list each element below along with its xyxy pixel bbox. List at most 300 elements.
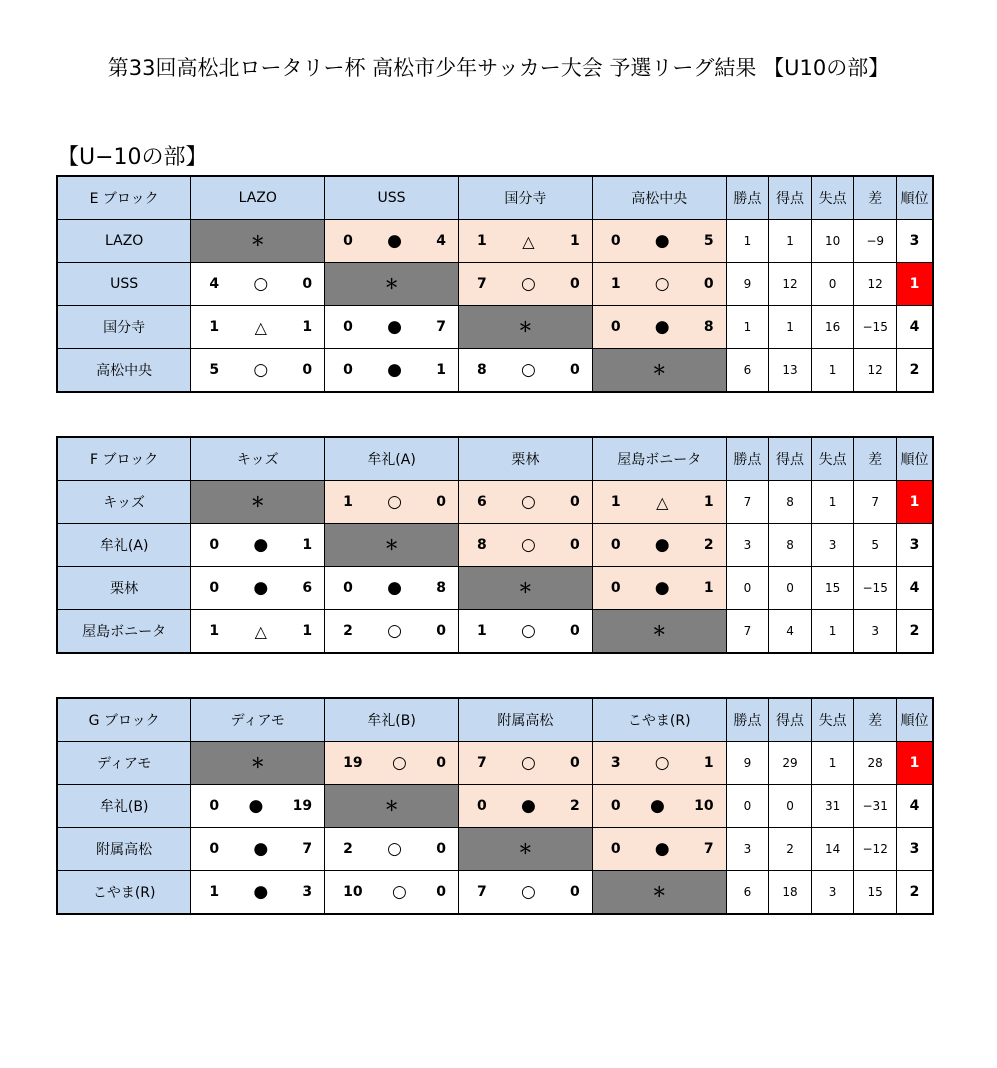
self-match-cell: ＊ bbox=[191, 742, 325, 785]
points: 6 bbox=[726, 871, 769, 915]
goals-against: 0 bbox=[570, 494, 580, 510]
team-name: キッズ bbox=[57, 481, 191, 524]
match-result bbox=[191, 871, 325, 915]
score bbox=[593, 535, 726, 555]
team-name: ディアモ bbox=[57, 742, 191, 785]
match-result bbox=[458, 349, 592, 393]
score bbox=[459, 621, 592, 641]
goals-against: 7 bbox=[302, 841, 313, 857]
goals-for: 1 bbox=[610, 494, 621, 510]
team-row bbox=[57, 524, 933, 567]
match-result bbox=[592, 828, 726, 871]
win-icon: ○ bbox=[387, 492, 402, 512]
goal-difference: −31 bbox=[854, 785, 897, 828]
match-result bbox=[325, 567, 459, 610]
stat-header: 得点 bbox=[769, 176, 812, 220]
rank: 1 bbox=[896, 481, 933, 524]
self-match-cell: ＊ bbox=[592, 610, 726, 654]
points: 0 bbox=[726, 567, 769, 610]
goals-scored: 0 bbox=[769, 785, 812, 828]
goals-scored: 8 bbox=[769, 481, 812, 524]
score bbox=[325, 360, 458, 380]
goal-difference: 12 bbox=[854, 263, 897, 306]
goals-against: 0 bbox=[570, 276, 580, 292]
goals-for: 0 bbox=[476, 798, 487, 814]
block-label: G ブロック bbox=[57, 698, 191, 742]
stat-header: 勝点 bbox=[726, 176, 769, 220]
points: 7 bbox=[726, 481, 769, 524]
goals-against: 2 bbox=[570, 798, 580, 814]
goals-against: 1 bbox=[703, 580, 714, 596]
score bbox=[191, 882, 324, 902]
rank: 1 bbox=[896, 742, 933, 785]
team-name: 国分寺 bbox=[57, 306, 191, 349]
opponent-header: ディアモ bbox=[191, 698, 325, 742]
score bbox=[191, 578, 324, 598]
match-result bbox=[458, 871, 592, 915]
goals-against: 0 bbox=[436, 755, 446, 771]
header-row bbox=[57, 437, 933, 481]
goals-for: 0 bbox=[610, 580, 621, 596]
match-result bbox=[191, 306, 325, 349]
rank: 4 bbox=[896, 306, 933, 349]
match-result bbox=[592, 524, 726, 567]
goal-difference: 7 bbox=[854, 481, 897, 524]
win-icon: ○ bbox=[520, 360, 536, 380]
score bbox=[325, 839, 458, 859]
goals-for: 0 bbox=[343, 362, 353, 378]
goals-against: 1 bbox=[302, 537, 313, 553]
loss-icon: ● bbox=[253, 535, 269, 555]
team-row bbox=[57, 785, 933, 828]
goals-conceded: 1 bbox=[811, 481, 854, 524]
rank: 2 bbox=[896, 871, 933, 915]
match-result bbox=[592, 306, 726, 349]
match-result bbox=[458, 742, 592, 785]
score bbox=[191, 796, 324, 816]
stat-header: 得点 bbox=[769, 698, 812, 742]
score bbox=[459, 274, 592, 294]
match-result bbox=[458, 610, 592, 654]
match-result bbox=[191, 610, 325, 654]
section-heading: 【U−10の部】 bbox=[57, 145, 208, 170]
goals-conceded: 3 bbox=[811, 871, 854, 915]
goal-difference: 15 bbox=[854, 871, 897, 915]
goals-against: 7 bbox=[436, 319, 446, 335]
header-row bbox=[57, 176, 933, 220]
goals-for: 0 bbox=[610, 319, 621, 335]
match-result bbox=[325, 742, 459, 785]
goals-scored: 2 bbox=[769, 828, 812, 871]
block-label: F ブロック bbox=[57, 437, 191, 481]
score bbox=[593, 578, 726, 598]
goal-difference: 28 bbox=[854, 742, 897, 785]
draw-icon: △ bbox=[254, 621, 267, 641]
goals-for: 0 bbox=[343, 580, 353, 596]
score bbox=[191, 318, 324, 337]
goals-for: 0 bbox=[209, 537, 220, 553]
loss-icon: ● bbox=[387, 578, 402, 598]
team-row bbox=[57, 263, 933, 306]
league-table bbox=[56, 175, 934, 393]
goals-against: 6 bbox=[302, 580, 313, 596]
score bbox=[191, 274, 324, 294]
points: 3 bbox=[726, 524, 769, 567]
points: 3 bbox=[726, 828, 769, 871]
match-result bbox=[458, 263, 592, 306]
self-match-cell: ＊ bbox=[592, 871, 726, 915]
goal-difference: 12 bbox=[854, 349, 897, 393]
goals-for: 7 bbox=[476, 755, 487, 771]
loss-icon: ● bbox=[253, 578, 269, 598]
score bbox=[459, 492, 592, 512]
goals-for: 0 bbox=[610, 841, 621, 857]
loss-icon: ● bbox=[654, 535, 670, 555]
rank: 4 bbox=[896, 785, 933, 828]
page-title: 第33回高松北ロータリー杯 高松市少年サッカー大会 予選リーグ結果 【U10の部】 bbox=[107, 56, 890, 80]
match-result bbox=[191, 263, 325, 306]
match-result bbox=[325, 828, 459, 871]
loss-icon: ● bbox=[654, 578, 670, 598]
match-result bbox=[592, 785, 726, 828]
team-name: 牟礼(A) bbox=[57, 524, 191, 567]
goals-for: 1 bbox=[343, 494, 353, 510]
team-row bbox=[57, 481, 933, 524]
score bbox=[459, 360, 592, 380]
loss-icon: ● bbox=[253, 839, 269, 859]
match-result bbox=[592, 567, 726, 610]
stat-header: 得点 bbox=[769, 437, 812, 481]
team-name: 屋島ボニータ bbox=[57, 610, 191, 654]
score bbox=[459, 232, 592, 251]
match-result bbox=[592, 481, 726, 524]
team-row bbox=[57, 567, 933, 610]
score bbox=[593, 839, 726, 859]
goals-for: 0 bbox=[209, 798, 220, 814]
goals-against: 0 bbox=[703, 276, 714, 292]
goals-against: 8 bbox=[703, 319, 714, 335]
goals-for: 8 bbox=[476, 362, 487, 378]
goals-conceded: 1 bbox=[811, 742, 854, 785]
team-row bbox=[57, 610, 933, 654]
team-name: こやま(R) bbox=[57, 871, 191, 915]
goals-conceded: 1 bbox=[811, 349, 854, 393]
goals-scored: 12 bbox=[769, 263, 812, 306]
goals-against: 0 bbox=[302, 276, 313, 292]
goals-scored: 29 bbox=[769, 742, 812, 785]
goals-scored: 13 bbox=[769, 349, 812, 393]
self-match-cell: ＊ bbox=[458, 567, 592, 610]
score bbox=[191, 360, 324, 380]
match-result bbox=[191, 524, 325, 567]
match-result bbox=[325, 349, 459, 393]
stat-header: 順位 bbox=[896, 176, 933, 220]
self-match-cell: ＊ bbox=[325, 263, 459, 306]
rank: 1 bbox=[896, 263, 933, 306]
self-match-cell: ＊ bbox=[325, 524, 459, 567]
score bbox=[325, 578, 458, 598]
match-result bbox=[458, 524, 592, 567]
points: 1 bbox=[726, 306, 769, 349]
goals-against: 0 bbox=[570, 755, 580, 771]
match-result bbox=[191, 567, 325, 610]
goals-for: 1 bbox=[209, 884, 220, 900]
score bbox=[593, 493, 726, 512]
goals-for: 7 bbox=[476, 276, 487, 292]
goals-for: 8 bbox=[476, 537, 487, 553]
goals-for: 7 bbox=[476, 884, 487, 900]
block-label: E ブロック bbox=[57, 176, 191, 220]
loss-icon: ● bbox=[248, 796, 264, 816]
score bbox=[459, 882, 592, 902]
team-name: 牟礼(B) bbox=[57, 785, 191, 828]
stat-header: 勝点 bbox=[726, 698, 769, 742]
goals-conceded: 3 bbox=[811, 524, 854, 567]
score bbox=[325, 492, 458, 512]
points: 7 bbox=[726, 610, 769, 654]
score bbox=[593, 796, 726, 816]
win-icon: ○ bbox=[520, 753, 536, 773]
team-row bbox=[57, 306, 933, 349]
draw-icon: △ bbox=[254, 317, 267, 337]
goals-for: 2 bbox=[343, 841, 353, 857]
stat-header: 順位 bbox=[896, 437, 933, 481]
points: 1 bbox=[726, 220, 769, 263]
score bbox=[593, 753, 726, 773]
stat-header: 差 bbox=[854, 176, 897, 220]
goals-for: 1 bbox=[209, 319, 220, 335]
team-row bbox=[57, 220, 933, 263]
opponent-header: LAZO bbox=[191, 176, 325, 220]
match-result bbox=[458, 220, 592, 263]
draw-icon: △ bbox=[522, 231, 535, 251]
goals-for: 1 bbox=[476, 233, 487, 249]
goals-conceded: 16 bbox=[811, 306, 854, 349]
score bbox=[191, 535, 324, 555]
score bbox=[191, 622, 324, 641]
team-row bbox=[57, 871, 933, 915]
goals-against: 4 bbox=[436, 233, 446, 249]
match-result bbox=[592, 220, 726, 263]
team-row bbox=[57, 349, 933, 393]
team-row bbox=[57, 828, 933, 871]
match-result bbox=[592, 263, 726, 306]
opponent-header: 牟礼(B) bbox=[325, 698, 459, 742]
match-result bbox=[191, 828, 325, 871]
opponent-header: USS bbox=[325, 176, 459, 220]
goals-against: 1 bbox=[302, 319, 313, 335]
win-icon: ○ bbox=[520, 274, 536, 294]
goals-against: 1 bbox=[436, 362, 446, 378]
loss-icon: ● bbox=[654, 231, 670, 251]
match-result bbox=[458, 481, 592, 524]
goal-difference: 3 bbox=[854, 610, 897, 654]
self-match-cell: ＊ bbox=[458, 306, 592, 349]
win-icon: ○ bbox=[520, 882, 536, 902]
stat-header: 差 bbox=[854, 698, 897, 742]
points: 0 bbox=[726, 785, 769, 828]
header-row bbox=[57, 698, 933, 742]
score bbox=[325, 231, 458, 251]
goals-against: 0 bbox=[436, 884, 446, 900]
opponent-header: 栗林 bbox=[458, 437, 592, 481]
match-result bbox=[325, 481, 459, 524]
match-result bbox=[592, 742, 726, 785]
goals-against: 0 bbox=[302, 362, 313, 378]
stat-header: 順位 bbox=[896, 698, 933, 742]
loss-icon: ● bbox=[654, 317, 670, 337]
goals-for: 1 bbox=[209, 623, 220, 639]
goals-for: 0 bbox=[610, 798, 621, 814]
goal-difference: 5 bbox=[854, 524, 897, 567]
loss-icon: ● bbox=[387, 317, 402, 337]
goals-scored: 8 bbox=[769, 524, 812, 567]
win-icon: ○ bbox=[520, 535, 536, 555]
team-name: 附属高松 bbox=[57, 828, 191, 871]
team-name: USS bbox=[57, 263, 191, 306]
goals-for: 3 bbox=[610, 755, 621, 771]
goals-conceded: 14 bbox=[811, 828, 854, 871]
goal-difference: −15 bbox=[854, 306, 897, 349]
goals-for: 4 bbox=[209, 276, 220, 292]
win-icon: ○ bbox=[654, 753, 670, 773]
goals-against: 3 bbox=[302, 884, 313, 900]
rank: 3 bbox=[896, 524, 933, 567]
match-result bbox=[191, 349, 325, 393]
loss-icon: ● bbox=[654, 839, 670, 859]
league-table bbox=[56, 436, 934, 654]
goals-for: 6 bbox=[476, 494, 487, 510]
goals-for: 10 bbox=[343, 884, 363, 900]
match-result bbox=[325, 306, 459, 349]
goals-scored: 0 bbox=[769, 567, 812, 610]
match-result bbox=[458, 785, 592, 828]
goals-scored: 18 bbox=[769, 871, 812, 915]
score bbox=[593, 274, 726, 294]
loss-icon: ● bbox=[649, 796, 665, 816]
stat-header: 差 bbox=[854, 437, 897, 481]
rank: 4 bbox=[896, 567, 933, 610]
win-icon: ○ bbox=[387, 839, 402, 859]
loss-icon: ● bbox=[253, 882, 269, 902]
rank: 2 bbox=[896, 610, 933, 654]
rank: 3 bbox=[896, 220, 933, 263]
goals-conceded: 15 bbox=[811, 567, 854, 610]
self-match-cell: ＊ bbox=[191, 481, 325, 524]
win-icon: ○ bbox=[253, 274, 269, 294]
goals-against: 5 bbox=[703, 233, 714, 249]
goals-against: 1 bbox=[570, 233, 580, 249]
win-icon: ○ bbox=[392, 882, 407, 902]
win-icon: ○ bbox=[253, 360, 269, 380]
stat-header: 失点 bbox=[811, 698, 854, 742]
win-icon: ○ bbox=[520, 621, 536, 641]
goals-for: 0 bbox=[209, 841, 220, 857]
goals-for: 2 bbox=[343, 623, 353, 639]
goals-against: 1 bbox=[703, 755, 714, 771]
league-table bbox=[56, 697, 934, 915]
goals-against: 1 bbox=[302, 623, 313, 639]
goal-difference: −15 bbox=[854, 567, 897, 610]
points: 9 bbox=[726, 263, 769, 306]
team-row bbox=[57, 742, 933, 785]
goals-scored: 1 bbox=[769, 306, 812, 349]
win-icon: ○ bbox=[387, 621, 402, 641]
goal-difference: −12 bbox=[854, 828, 897, 871]
score bbox=[459, 796, 592, 816]
score bbox=[459, 753, 592, 773]
score bbox=[325, 882, 458, 902]
goals-for: 1 bbox=[610, 276, 621, 292]
goals-scored: 1 bbox=[769, 220, 812, 263]
goals-against: 10 bbox=[694, 798, 714, 814]
score bbox=[191, 839, 324, 859]
goals-against: 2 bbox=[703, 537, 714, 553]
goals-for: 0 bbox=[343, 319, 353, 335]
opponent-header: こやま(R) bbox=[592, 698, 726, 742]
match-result bbox=[325, 220, 459, 263]
goals-against: 0 bbox=[436, 841, 446, 857]
score bbox=[593, 231, 726, 251]
goals-for: 0 bbox=[209, 580, 220, 596]
stat-header: 勝点 bbox=[726, 437, 769, 481]
goals-against: 0 bbox=[570, 537, 580, 553]
goals-conceded: 0 bbox=[811, 263, 854, 306]
goals-scored: 4 bbox=[769, 610, 812, 654]
goals-for: 5 bbox=[209, 362, 220, 378]
goals-against: 19 bbox=[292, 798, 313, 814]
match-result bbox=[191, 785, 325, 828]
opponent-header: 屋島ボニータ bbox=[592, 437, 726, 481]
goals-for: 19 bbox=[343, 755, 363, 771]
goals-against: 0 bbox=[436, 494, 446, 510]
score bbox=[325, 621, 458, 641]
goals-conceded: 1 bbox=[811, 610, 854, 654]
goals-against: 0 bbox=[570, 884, 580, 900]
goals-for: 0 bbox=[610, 537, 621, 553]
team-name: 高松中央 bbox=[57, 349, 191, 393]
goals-for: 1 bbox=[476, 623, 487, 639]
points: 9 bbox=[726, 742, 769, 785]
goals-against: 1 bbox=[703, 494, 714, 510]
opponent-header: 国分寺 bbox=[458, 176, 592, 220]
loss-icon: ● bbox=[387, 360, 402, 380]
goals-against: 0 bbox=[570, 623, 580, 639]
goal-difference: −9 bbox=[854, 220, 897, 263]
rank: 2 bbox=[896, 349, 933, 393]
score bbox=[325, 317, 458, 337]
self-match-cell: ＊ bbox=[191, 220, 325, 263]
score bbox=[325, 753, 458, 773]
goals-conceded: 10 bbox=[811, 220, 854, 263]
goals-for: 0 bbox=[343, 233, 353, 249]
points: 6 bbox=[726, 349, 769, 393]
loss-icon: ● bbox=[387, 231, 402, 251]
opponent-header: キッズ bbox=[191, 437, 325, 481]
opponent-header: 牟礼(A) bbox=[325, 437, 459, 481]
win-icon: ○ bbox=[654, 274, 670, 294]
match-result bbox=[325, 871, 459, 915]
self-match-cell: ＊ bbox=[458, 828, 592, 871]
team-name: LAZO bbox=[57, 220, 191, 263]
goals-for: 0 bbox=[610, 233, 621, 249]
opponent-header: 附属高松 bbox=[458, 698, 592, 742]
goals-against: 8 bbox=[436, 580, 446, 596]
loss-icon: ● bbox=[520, 796, 536, 816]
stat-header: 失点 bbox=[811, 437, 854, 481]
goals-against: 0 bbox=[570, 362, 580, 378]
goals-against: 0 bbox=[436, 623, 446, 639]
